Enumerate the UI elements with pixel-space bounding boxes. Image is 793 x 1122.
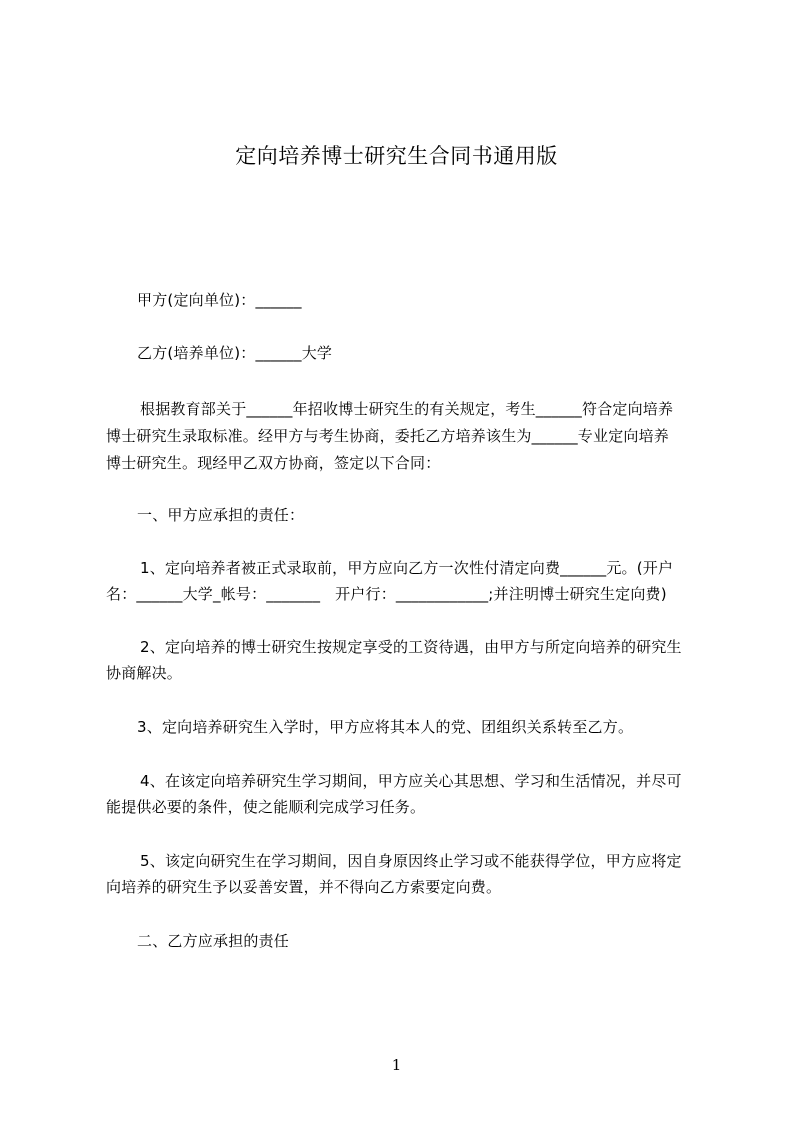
page-number: 1 xyxy=(391,1056,402,1074)
item-5-line-1: 5、该定向研究生在学习期间，因自身原因终止学习或不能获得学位，甲方应将定 xyxy=(140,852,682,870)
party-a-line: 甲方(定向单位)：______ xyxy=(137,291,302,309)
intro-line-1: 根据教育部关于______年招收博士研究生的有关规定，考生______符合定向培养 xyxy=(140,400,674,418)
item-2-line-1: 2、定向培养的博士研究生按规定享受的工资待遇，由甲方与所定向培养的研究生 xyxy=(140,638,682,656)
item-1-line-2: 名：______大学_帐号：_______ 开户行：____________;并注明博士研究生定向费) xyxy=(106,585,667,603)
item-3-line-1: 3、定向培养研究生入学时，甲方应将其本人的党、团组织关系转至乙方。 xyxy=(137,718,634,736)
item-1-line-1: 1、定向培养者被正式录取前，甲方应向乙方一次性付清定向费______元。(开户 xyxy=(140,559,674,577)
intro-line-2: 博士研究生录取标准。经甲方与考生协商，委托乙方培养该生为______专业定向培养 xyxy=(106,427,670,445)
document-title: 定向培养博士研究生合同书通用版 xyxy=(235,144,558,168)
item-2-line-2: 协商解决。 xyxy=(106,664,183,682)
item-5-line-2: 向培养的研究生予以妥善安置，并不得向乙方索要定向费。 xyxy=(106,878,502,896)
item-4-line-1: 4、在该定向培养研究生学习期间，甲方应关心其思想、学习和生活情况，并尽可 xyxy=(140,772,682,790)
item-4-line-2: 能提供必要的条件，使之能顺利完成学习任务。 xyxy=(106,798,426,816)
party-b-line: 乙方(培养单位)：______大学 xyxy=(137,344,333,362)
section-2-heading: 二、乙方应承担的责任 xyxy=(137,932,290,950)
intro-line-3: 博士研究生。现经甲乙双方协商，签定以下合同： xyxy=(106,454,441,472)
section-1-heading: 一、甲方应承担的责任： xyxy=(137,506,305,524)
